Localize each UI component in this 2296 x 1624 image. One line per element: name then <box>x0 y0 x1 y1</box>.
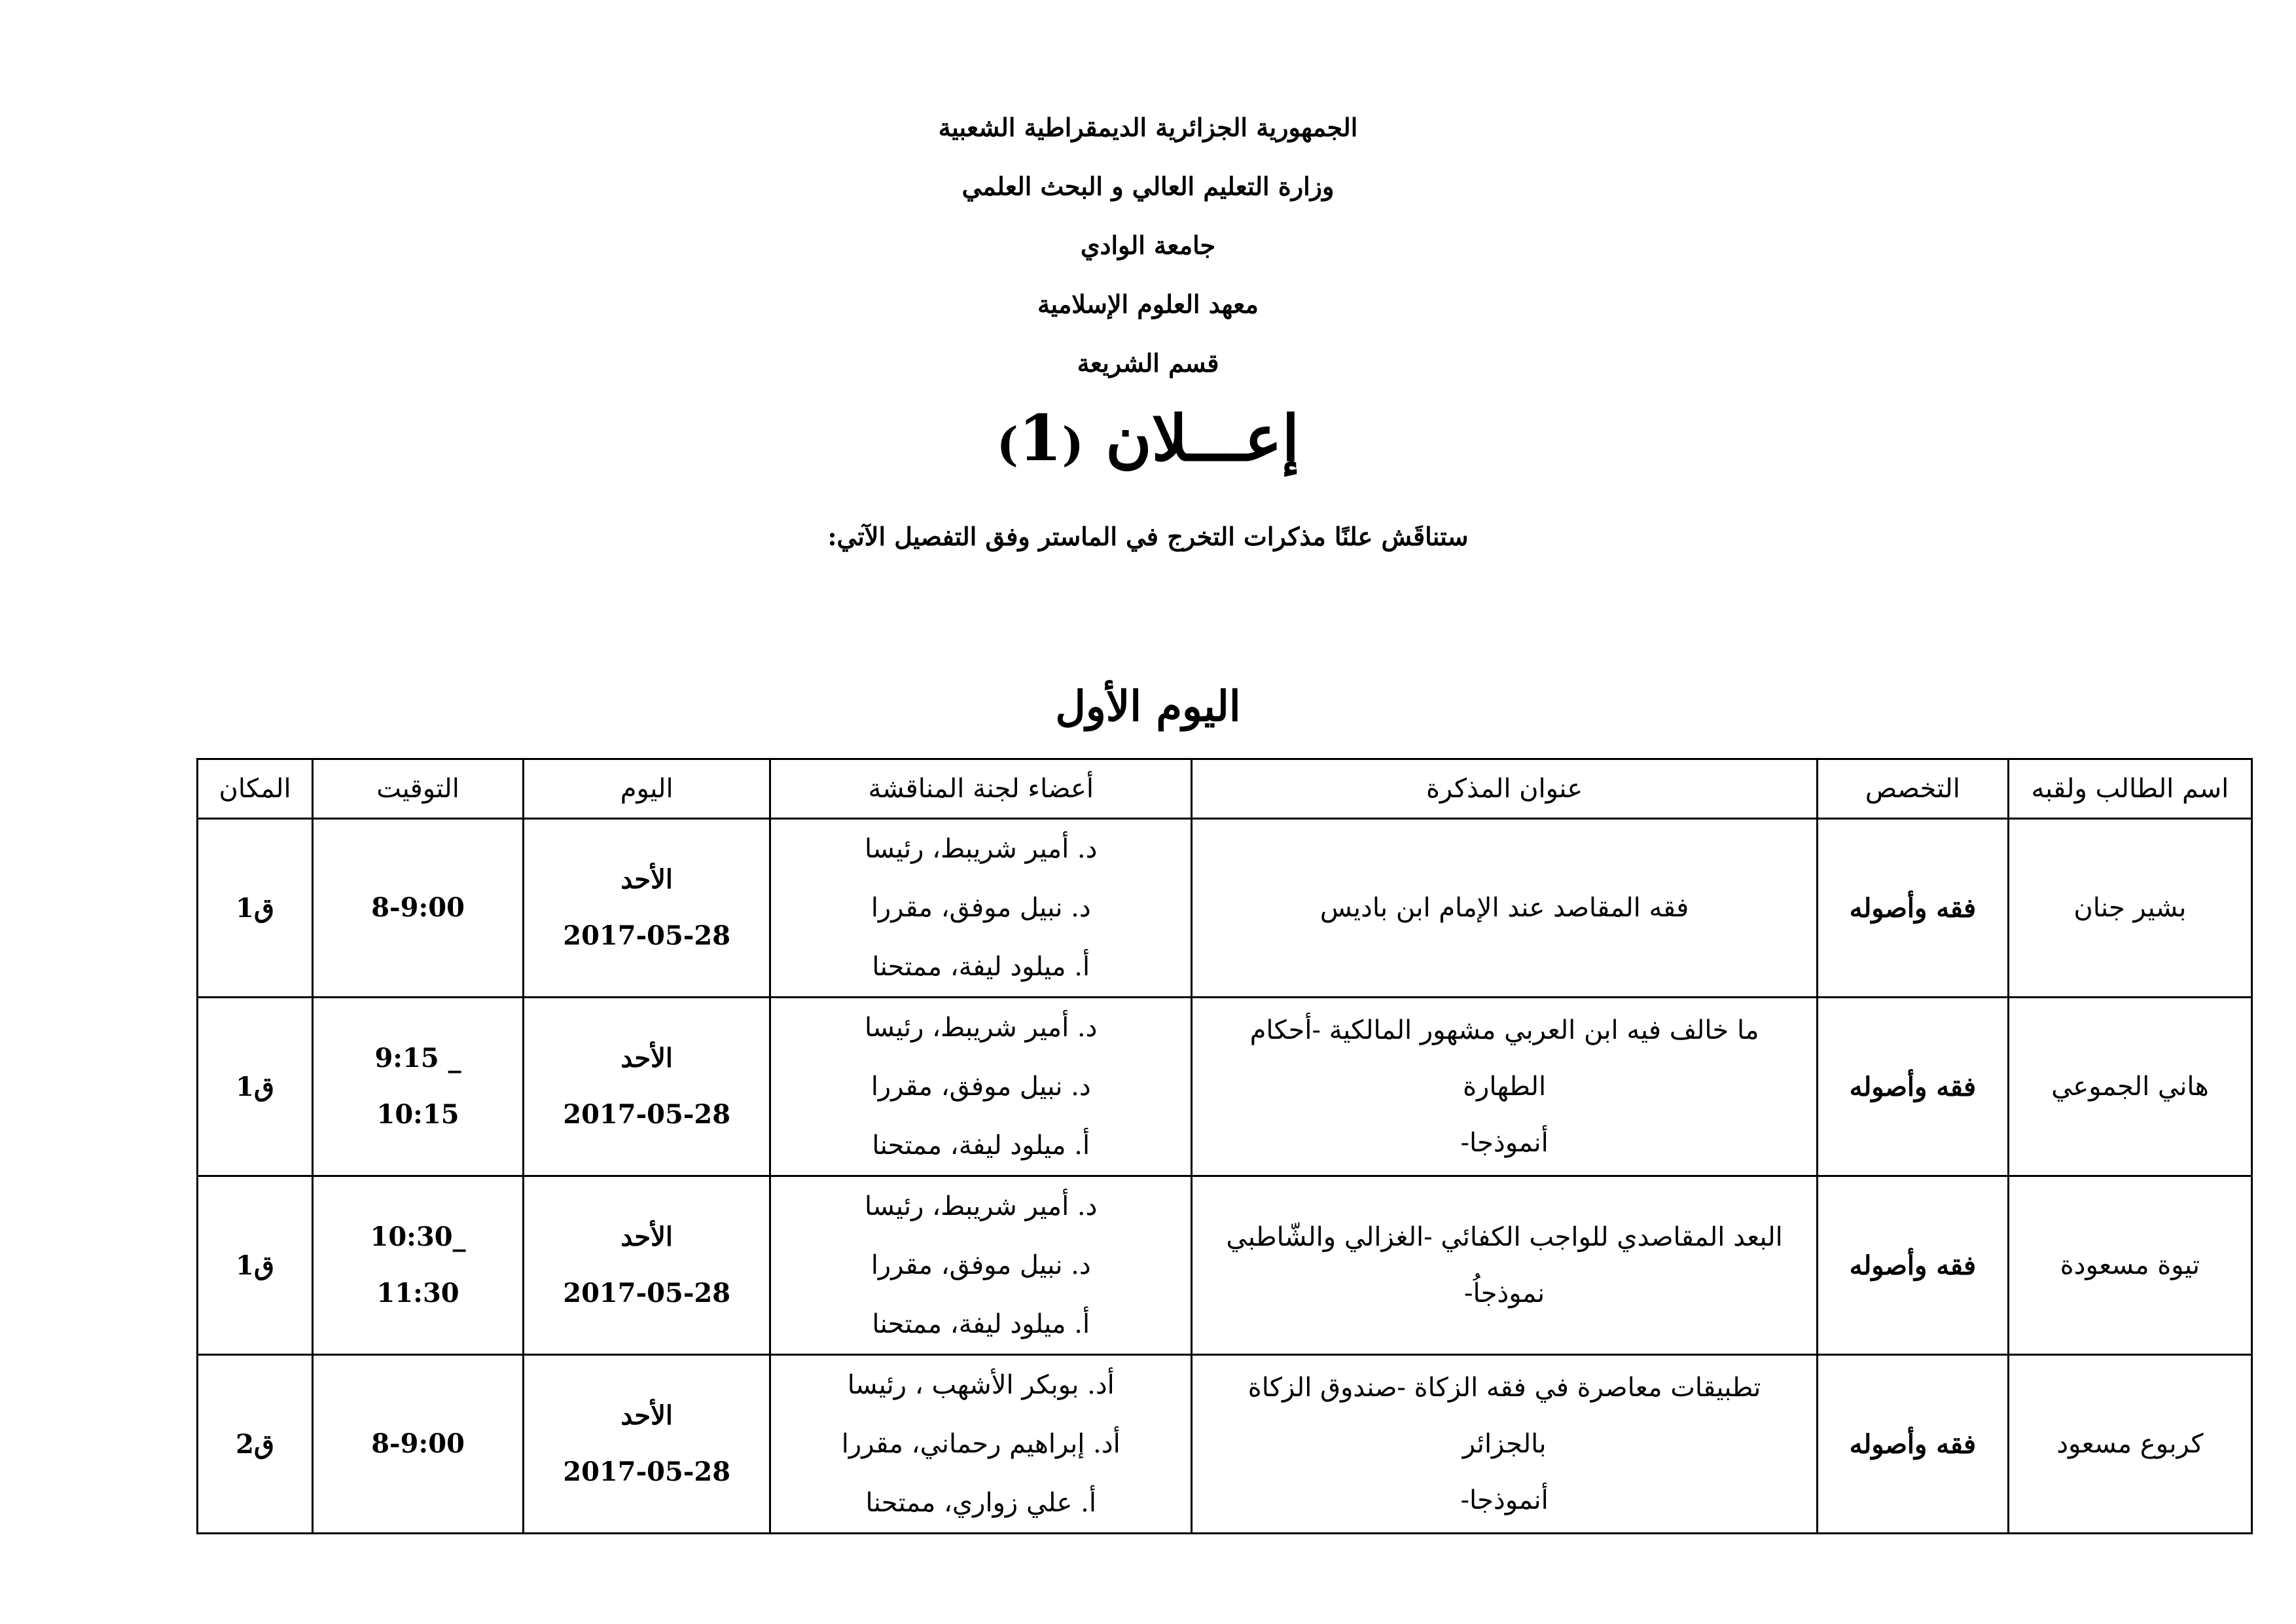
table-row <box>198 819 2252 998</box>
defense-schedule-table <box>196 758 2253 1534</box>
weekday: الأحد <box>620 1221 673 1252</box>
committee-president: د. أمير شريبط، رئيسا <box>865 1013 1098 1043</box>
committee-examiner: أ. ميلود ليفة، ممتحنا <box>872 1130 1090 1161</box>
announcement-number: 1 <box>1018 401 1062 475</box>
header-day: اليوم <box>524 759 770 819</box>
specialty: فقه وأصوله <box>1817 819 2008 998</box>
table-row <box>198 1355 2252 1534</box>
committee-members <box>770 998 1192 1176</box>
header-thesis: عنوان المذكرة <box>1192 759 1818 819</box>
defense-time: 9:15 _ 10:15 <box>313 998 524 1176</box>
weekday: الأحد <box>620 1400 673 1431</box>
table-header-row <box>198 759 2252 819</box>
header-committee: أعضاء لجنة المناقشة <box>770 759 1192 819</box>
committee-members <box>770 1355 1192 1534</box>
committee-members <box>770 1176 1192 1355</box>
committee-members <box>770 819 1192 998</box>
thesis-title: البعد المقاصدي للواجب الكفائي -الغزالي والشّاطبي نموذجاُ- <box>1192 1176 1818 1355</box>
committee-rapporteur: أد. إبراهيم رحماني، مقررا <box>841 1429 1121 1459</box>
student-name: هاني الجموعي <box>2008 998 2251 1176</box>
student-name: كربوع مسعود <box>2008 1355 2251 1534</box>
committee-examiner: أ. ميلود ليفة، ممتحنا <box>872 952 1090 982</box>
university-name: جامعة الوادي <box>1080 230 1216 260</box>
committee-president: أد. بوبكر الأشهب ، رئيسا <box>847 1370 1115 1400</box>
table-row <box>198 998 2252 1176</box>
weekday: الأحد <box>620 1043 673 1074</box>
committee-examiner: أ. علي زواري، ممتحنا <box>865 1488 1096 1518</box>
document-header <box>0 98 2296 393</box>
defense-day <box>524 1176 770 1355</box>
defense-day <box>524 1355 770 1534</box>
header-specialty: التخصص <box>1817 759 2008 819</box>
thesis-title: تطبيقات معاصرة في فقه الزكاة -صندوق الزكاة بالجزائر أنموذجا- <box>1192 1355 1818 1534</box>
defense-day <box>524 819 770 998</box>
institute-name: معهد العلوم الإسلامية <box>1037 289 1259 319</box>
committee-rapporteur: د. نبيل موفق، مقررا <box>870 893 1091 923</box>
ministry-name: وزارة التعليم العالي و البحث العلمي <box>961 171 1335 201</box>
intro-text: ستناقَش علنًا مذكرات التخرج في الماستر وفق التفصيل الآتي: <box>827 522 1469 551</box>
header-place: المكان <box>198 759 313 819</box>
weekday: الأحد <box>620 864 673 895</box>
student-name: تيوة مسعودة <box>2008 1176 2251 1355</box>
country-name: الجمهورية الجزائرية الديمقراطية الشعبية <box>938 113 1358 142</box>
defense-time: 8-9:00 <box>313 819 524 998</box>
thesis-title: ما خالف فيه ابن العربي مشهور المالكية -أحكام الطهارة أنموذجا- <box>1192 998 1818 1176</box>
student-name: بشير جنان <box>2008 819 2251 998</box>
specialty: فقه وأصوله <box>1817 1355 2008 1534</box>
announcement-label: إعـــلان <box>1105 401 1300 475</box>
specialty: فقه وأصوله <box>1817 1176 2008 1355</box>
committee-rapporteur: د. نبيل موفق، مقررا <box>870 1072 1091 1102</box>
defense-time: 8-9:00 <box>313 1355 524 1534</box>
table-row <box>198 1176 2252 1355</box>
department-name: قسم الشريعة <box>1077 348 1219 378</box>
thesis-title: فقه المقاصد عند الإمام ابن باديس <box>1192 819 1818 998</box>
date: 2017-05-28 <box>563 1278 731 1308</box>
room: ق2 <box>198 1355 313 1534</box>
committee-rapporteur: د. نبيل موفق، مقررا <box>870 1250 1091 1280</box>
date: 2017-05-28 <box>563 1456 731 1487</box>
announcement-title: إعـــلان (1) <box>996 401 1300 475</box>
committee-president: د. أمير شريبط، رئيسا <box>865 1191 1098 1221</box>
room: ق1 <box>198 819 313 998</box>
committee-president: د. أمير شريبط، رئيسا <box>865 834 1098 864</box>
room: ق1 <box>198 1176 313 1355</box>
header-student: اسم الطالب ولقبه <box>2008 759 2251 819</box>
header-time: التوقيت <box>313 759 524 819</box>
day-title: اليوم الأول <box>1055 682 1241 731</box>
committee-examiner: أ. ميلود ليفة، ممتحنا <box>872 1309 1090 1339</box>
date: 2017-05-28 <box>563 920 731 951</box>
defense-day <box>524 998 770 1176</box>
room: ق1 <box>198 998 313 1176</box>
date: 2017-05-28 <box>563 1099 731 1130</box>
specialty: فقه وأصوله <box>1817 998 2008 1176</box>
defense-time: 10:30_ 11:30 <box>313 1176 524 1355</box>
